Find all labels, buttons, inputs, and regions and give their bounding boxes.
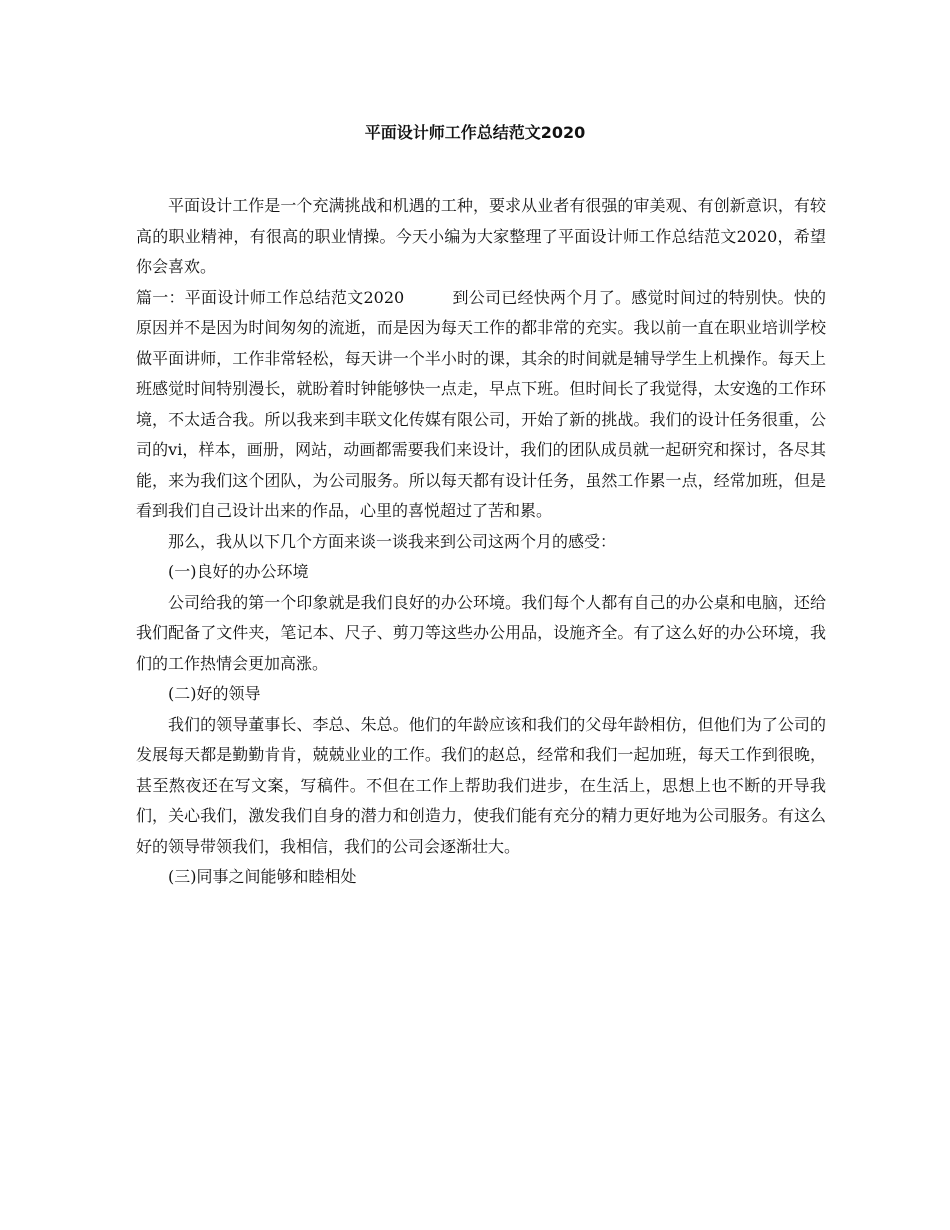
intro-paragraph: 平面设计工作是一个充满挑战和机遇的工种，要求从业者有很强的审美观、有创新意识，有较高的职业精神，有很高的职业情操。今天小编为大家整理了平面设计师工作总结范文2020，希望你会喜欢。 bbox=[136, 196, 826, 276]
chapter-heading: 篇一：平面设计师工作总结范文2020 bbox=[136, 287, 405, 307]
section-heading-colleagues: (三)同事之间能够和睦相处 bbox=[168, 867, 357, 886]
document-body bbox=[136, 191, 826, 893]
transition-paragraph: 那么，我从以下几个方面来谈一谈我来到公司这两个月的感受： bbox=[168, 531, 617, 551]
section-text-environment: 公司给我的第一个印象就是我们良好的办公环境。我们每个人都有自己的办公桌和电脑，还给我们配备了文件夹，笔记本、尺子、剪刀等这些办公用品，设施齐全。有了这么好的办公环境，我们的工作热情会更加高涨。 bbox=[136, 592, 826, 673]
document-title: 平面设计师工作总结范文2020 bbox=[364, 123, 586, 142]
chapter-paragraph bbox=[136, 283, 826, 527]
chapter-text: 到公司已经快两个月了。感觉时间过的特别快。快的原因并不是因为时间匆匆的流逝，而是因为每天工作的都非常的充实。我以前一直在职业培训学校做平面讲师，工作非常轻松，每天讲一个半小时的课，其余的时间就是辅导学生上机操作。每天上班感觉时间特别漫长，就盼着时钟能够快一点走，早点下班。但时间长了我觉得，太安逸的工作环境，不太适合我。所以我来到丰联文化传媒有限公司，开始了新的挑战。我们的设计任务很重，公司的vi，样本，画册，网站，动画都需要我们来设计，我们的团队成员就一起研究和探讨，各尽其能，来为我们这个团队，为公司服务。所以每天都有设计任务，虽然工作累一点，经常加班，但是看到我们自己设计出来的作品，心里的喜悦超过了苦和累。 bbox=[136, 287, 826, 520]
section-heading-leadership: (二)好的领导 bbox=[168, 684, 261, 703]
section-heading-environment: (一)良好的办公环境 bbox=[168, 562, 309, 581]
section-text-leadership: 我们的领导董事长、李总、朱总。他们的年龄应该和我们的父母年龄相仿，但他们为了公司的发展每天都是勤勤肯肯，兢兢业业的工作。我们的赵总，经常和我们一起加班，每天工作到很晚，甚至熬夜还在写文案，写稿件。不但在工作上帮助我们进步，在生活上，思想上也不断的开导我们，关心我们，激发我们自身的潜力和创造力，使我们能有充分的精力更好地为公司服务。有这么好的领导带领我们，我相信，我们的公司会逐渐壮大。 bbox=[136, 714, 826, 856]
